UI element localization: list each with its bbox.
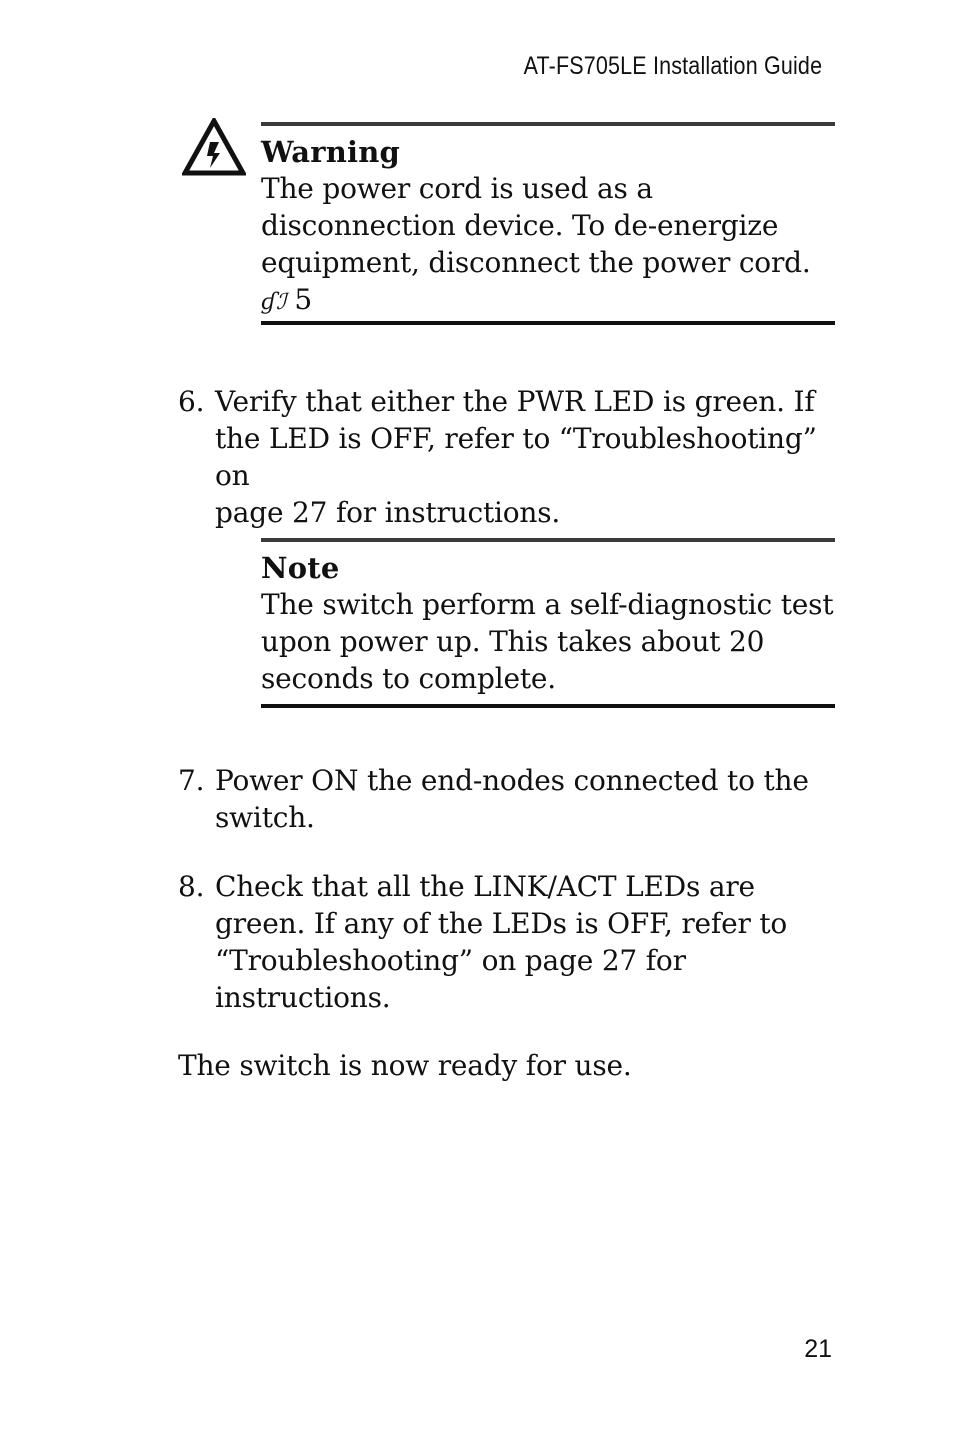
- warning-line: The power cord is used as a: [261, 172, 653, 205]
- step-6: [178, 383, 838, 531]
- step-number: 7.: [178, 764, 205, 797]
- step-text: [215, 383, 838, 531]
- step-line: Power ON the end-nodes connected to the: [215, 764, 809, 797]
- step-line: Verify that either the PWR LED is green. If: [215, 385, 815, 418]
- step-line: green. If any of the LEDs is OFF, refer to: [215, 907, 788, 940]
- note-line: seconds to complete.: [261, 662, 556, 695]
- note-line: The switch perform a self-diagnostic test: [261, 588, 834, 621]
- note-title: Note: [261, 551, 340, 585]
- translation-reference: [261, 281, 835, 321]
- warning-box: [261, 122, 835, 325]
- step-text: [215, 762, 838, 836]
- warning-line: equipment, disconnect the power cord.: [261, 246, 811, 279]
- running-header: AT-FS705LE Installation Guide: [523, 52, 822, 80]
- reference-number: 5: [294, 283, 313, 316]
- step-number: 8.: [178, 870, 205, 903]
- warning-line: disconnection device. To de-energize: [261, 209, 779, 242]
- high-voltage-warning-icon: [182, 118, 246, 176]
- closing-text: The switch is now ready for use.: [178, 1049, 632, 1082]
- step-line: instructions.: [215, 981, 391, 1014]
- note-body: [261, 586, 835, 697]
- warning-body: [261, 170, 835, 281]
- step-line: the LED is OFF, refer to “Troubleshooting” on: [215, 422, 817, 492]
- step-line: page 27 for instructions.: [215, 496, 561, 529]
- warning-title: Warning: [261, 135, 400, 169]
- step-text: [215, 868, 838, 1016]
- page-number: 21: [804, 1335, 832, 1363]
- step-line: switch.: [215, 801, 315, 834]
- step-line: Check that all the LINK/ACT LEDs are: [215, 870, 755, 903]
- step-8: [178, 868, 838, 1016]
- step-line: “Troubleshooting” on page 27 for: [215, 944, 686, 977]
- note-line: upon power up. This takes about 20: [261, 625, 765, 658]
- reference-symbol: ɠℐ: [261, 290, 287, 315]
- step-7: [178, 762, 838, 836]
- step-number: 6.: [178, 385, 205, 418]
- note-box: [261, 538, 835, 708]
